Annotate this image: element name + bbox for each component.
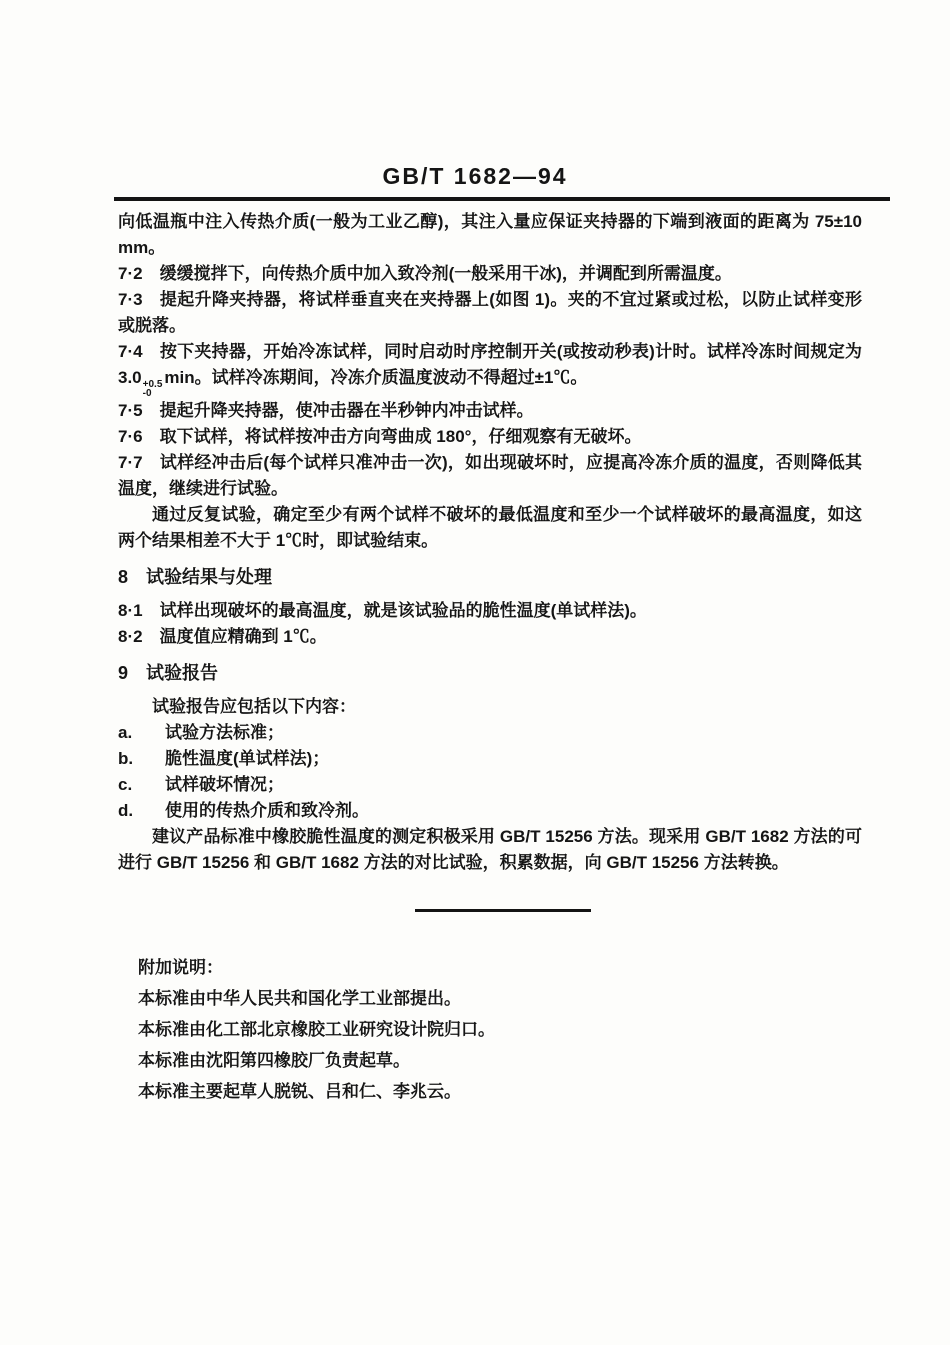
- report-item-d-text: 使用的传热介质和致冷剂。: [165, 801, 369, 820]
- clause-7-4-text-post: min。试样冷冻期间，冷冻介质温度波动不得超过±1℃。: [164, 368, 588, 387]
- report-item-d: [118, 798, 862, 824]
- clause-7-7: [118, 450, 862, 502]
- clause-7-5-number: 7·5: [118, 401, 143, 420]
- section-9-title: 试验报告: [146, 663, 219, 683]
- clause-7-5: [118, 398, 862, 424]
- report-item-b-label: b.: [118, 749, 134, 768]
- clause-8-1-number: 8·1: [118, 601, 143, 620]
- report-item-c-label: c.: [118, 775, 133, 794]
- section-8-heading: [118, 564, 862, 591]
- report-intro-paragraph: 试验报告应包括以下内容：: [152, 697, 356, 716]
- clause-7-5-text: 提起升降夹持器，使冲击器在半秒钟内冲击试样。: [159, 401, 534, 420]
- tolerance-stack: [143, 380, 163, 398]
- clause-8-2: [118, 624, 862, 650]
- note-proposed-by: 本标准由中华人民共和国化学工业部提出。: [138, 989, 461, 1008]
- repeat-test-paragraph: 通过反复试验，确定至少有两个试样不破坏的最低温度和至少一个试样破坏的最高温度，如这两个结果相差不大于 1℃时，即试验结束。: [118, 505, 862, 550]
- report-item-b: [118, 746, 862, 772]
- note-drafters: 本标准主要起草人脱锐、吕和仁、李兆云。: [138, 1082, 461, 1101]
- report-item-b-text: 脆性温度(单试样法)；: [165, 749, 330, 768]
- section-end-divider: [415, 909, 591, 912]
- clause-7-4-text-pre: 按下夹持器，开始冷冻试样，同时启动时序控制开关(或按动秒表)计时。试样冷冻时间规定为 3.0: [118, 342, 862, 387]
- clause-8-1: [118, 598, 862, 624]
- clause-7-3: [118, 287, 862, 339]
- report-item-a-text: 试验方法标准；: [165, 723, 284, 742]
- section-8-number: 8: [118, 567, 129, 587]
- section-9-heading: [118, 660, 862, 687]
- standard-code-header: GB/T 1682—94: [382, 163, 568, 189]
- clause-7-7-text: 试样经冲击后(每个试样只准冲击一次)，如出现破坏时，应提高冷冻介质的温度，否则降低其温度，继续进行试验。: [118, 453, 862, 498]
- report-item-a: [118, 720, 862, 746]
- clause-7-2-number: 7·2: [118, 264, 143, 283]
- header-rule: [114, 197, 890, 201]
- tolerance-superscript: +0.5: [142, 379, 163, 390]
- clause-7-3-number: 7·3: [118, 290, 143, 309]
- report-item-d-label: d.: [118, 801, 134, 820]
- clause-7-4: [118, 339, 862, 398]
- note-drafted-by: 本标准由沈阳第四橡胶厂负责起草。: [138, 1051, 410, 1070]
- clause-7-6-text: 取下试样，将试样按冲击方向弯曲成 180°，仔细观察有无破坏。: [159, 427, 642, 446]
- tolerance-subscript: -0: [142, 388, 152, 399]
- recommendation-paragraph: 建议产品标准中橡胶脆性温度的测定积极采用 GB/T 15256 方法。现采用 GB/T 1682 方法的可进行 GB/T 15256 和 GB/T 1682 方法的对比试验，积累数据，向 GB/T 15256 方法转换。: [118, 827, 862, 872]
- note-managed-by: 本标准由化工部北京橡胶工业研究设计院归口。: [138, 1020, 495, 1039]
- report-item-c-text: 试样破坏情况；: [165, 775, 284, 794]
- clause-7-6-number: 7·6: [118, 427, 143, 446]
- clause-8-2-text: 温度值应精确到 1℃。: [159, 627, 327, 646]
- clause-7-2-text: 缓缓搅拌下，向传热介质中加入致冷剂(一般采用干冰)，并调配到所需温度。: [159, 264, 732, 283]
- section-9-number: 9: [118, 663, 129, 683]
- clause-7-7-number: 7·7: [118, 453, 143, 472]
- clause-7-3-text: 提起升降夹持器，将试样垂直夹在夹持器上(如图 1)。夹的不宜过紧或过松，以防止试样变形或脱落。: [118, 290, 862, 335]
- additional-notes-block: [138, 952, 862, 1107]
- clause-7-2: [118, 261, 862, 287]
- report-item-c: [118, 772, 862, 798]
- page-body: [118, 209, 862, 1107]
- intro-continuation-paragraph: 向低温瓶中注入传热介质(一般为工业乙醇)，其注入量应保证夹持器的下端到液面的距离为 75±10 mm。: [118, 212, 862, 257]
- additional-notes-heading: 附加说明：: [138, 958, 223, 977]
- clause-7-4-number: 7·4: [118, 342, 143, 361]
- section-8-title: 试验结果与处理: [146, 567, 273, 587]
- report-item-a-label: a.: [118, 723, 133, 742]
- clause-7-6: [118, 424, 862, 450]
- clause-8-1-text: 试样出现破坏的最高温度，就是该试验品的脆性温度(单试样法)。: [159, 601, 647, 620]
- clause-8-2-number: 8·2: [118, 627, 143, 646]
